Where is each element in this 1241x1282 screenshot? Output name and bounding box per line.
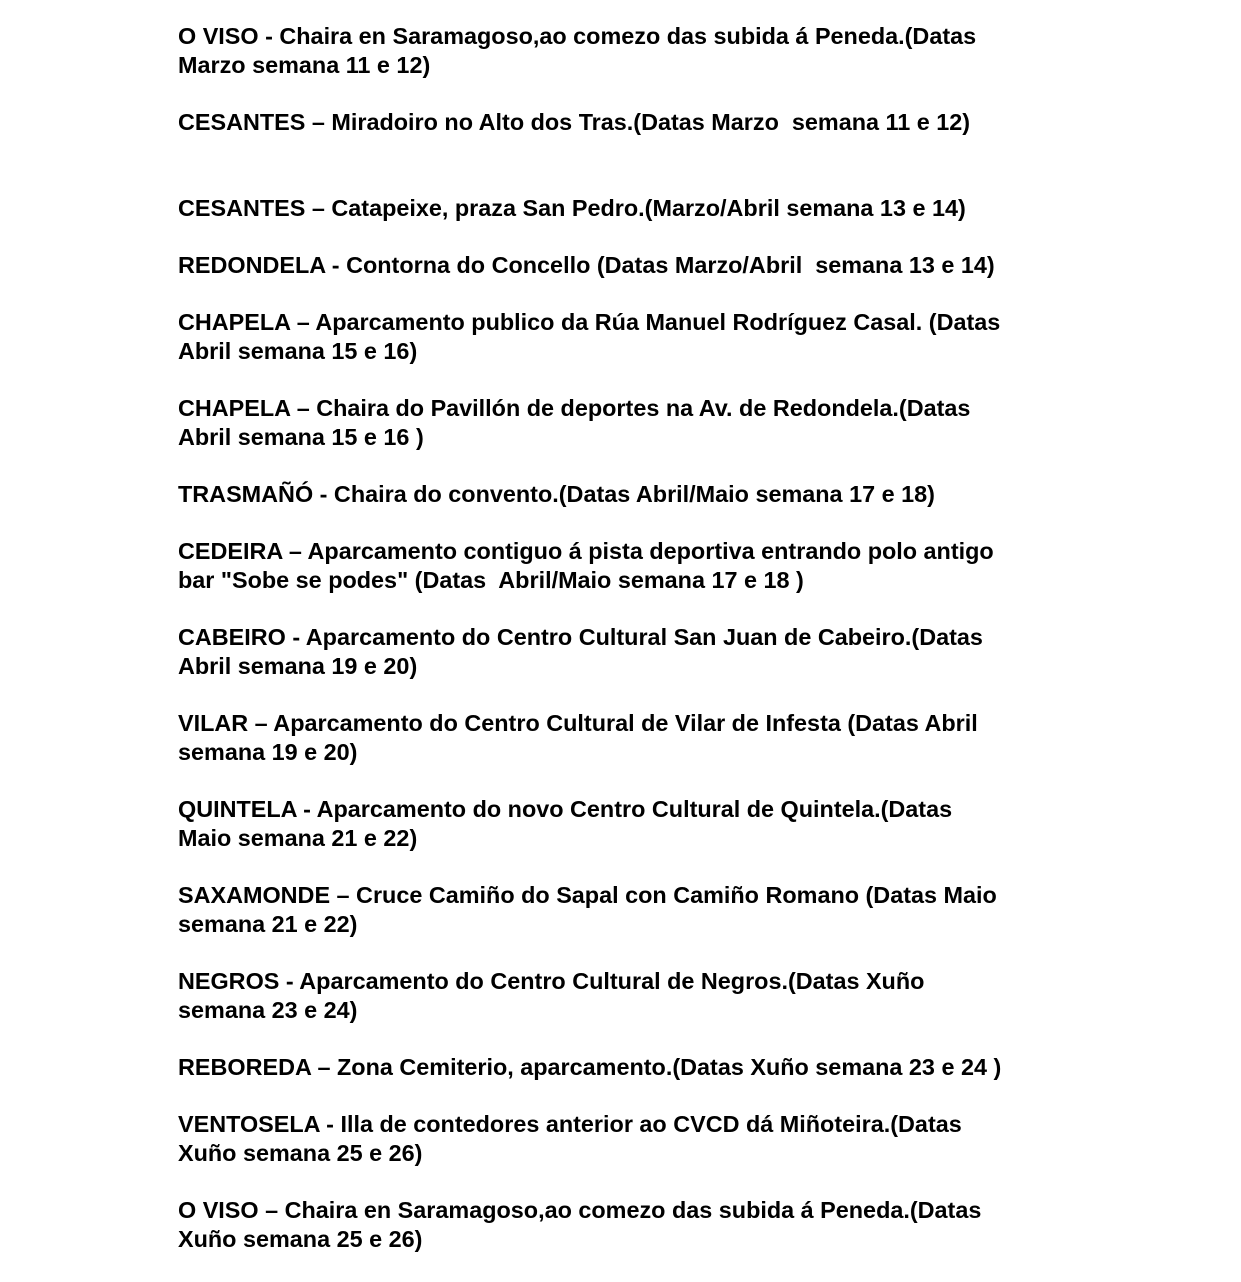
schedule-document (178, 22, 1078, 1282)
entry-o-viso-1: O VISO - Chaira en Saramagoso,ao comezo das subida á Peneda.(Datas Marzo semana 11 e 12) (178, 23, 977, 78)
entry-saxamonde: SAXAMONDE – Cruce Camiño do Sapal con Camiño Romano (Datas Maio semana 21 e 22) (178, 882, 997, 937)
entry-o-viso-2: O VISO – Chaira en Saramagoso,ao comezo das subida á Peneda.(Datas Xuño semana 25 e 26) (178, 1197, 982, 1252)
entry-reboreda: REBOREDA – Zona Cemiterio, aparcamento.(Datas Xuño semana 23 e 24 ) (178, 1054, 1002, 1080)
entry-chapela-1: CHAPELA – Aparcamento publico da Rúa Manuel Rodríguez Casal. (Datas Abril semana 15 e 16) (178, 309, 1001, 364)
entry-cedeira: CEDEIRA – Aparcamento contiguo á pista deportiva entrando polo antigo bar "Sobe se podes" (Datas Abril/Maio semana 17 e 18 ) (178, 538, 994, 593)
entry-cesantes-2: CESANTES – Catapeixe, praza San Pedro.(Marzo/Abril semana 13 e 14) (178, 195, 966, 221)
entry-chapela-2: CHAPELA – Chaira do Pavillón de deportes na Av. de Redondela.(Datas Abril semana 15 e 16 ) (178, 395, 971, 450)
entry-quintela: QUINTELA - Aparcamento do novo Centro Cultural de Quintela.(Datas Maio semana 21 e 22) (178, 796, 953, 851)
entry-ventosela: VENTOSELA - Illa de contedores anterior ao CVCD dá Miñoteira.(Datas Xuño semana 25 e 26) (178, 1111, 962, 1166)
entry-cesantes-1: CESANTES – Miradoiro no Alto dos Tras.(Datas Marzo semana 11 e 12) (178, 109, 971, 135)
entry-redondela: REDONDELA - Contorna do Concello (Datas Marzo/Abril semana 13 e 14) (178, 252, 995, 278)
entry-negros: NEGROS - Aparcamento do Centro Cultural de Negros.(Datas Xuño semana 23 e 24) (178, 968, 925, 1023)
entry-vilar: VILAR – Aparcamento do Centro Cultural de Vilar de Infesta (Datas Abril semana 19 e 20) (178, 710, 978, 765)
entry-trasmano: TRASMAÑÓ - Chaira do convento.(Datas Abril/Maio semana 17 e 18) (178, 481, 935, 507)
entry-cabeiro: CABEIRO - Aparcamento do Centro Cultural San Juan de Cabeiro.(Datas Abril semana 19 e 20) (178, 624, 983, 679)
